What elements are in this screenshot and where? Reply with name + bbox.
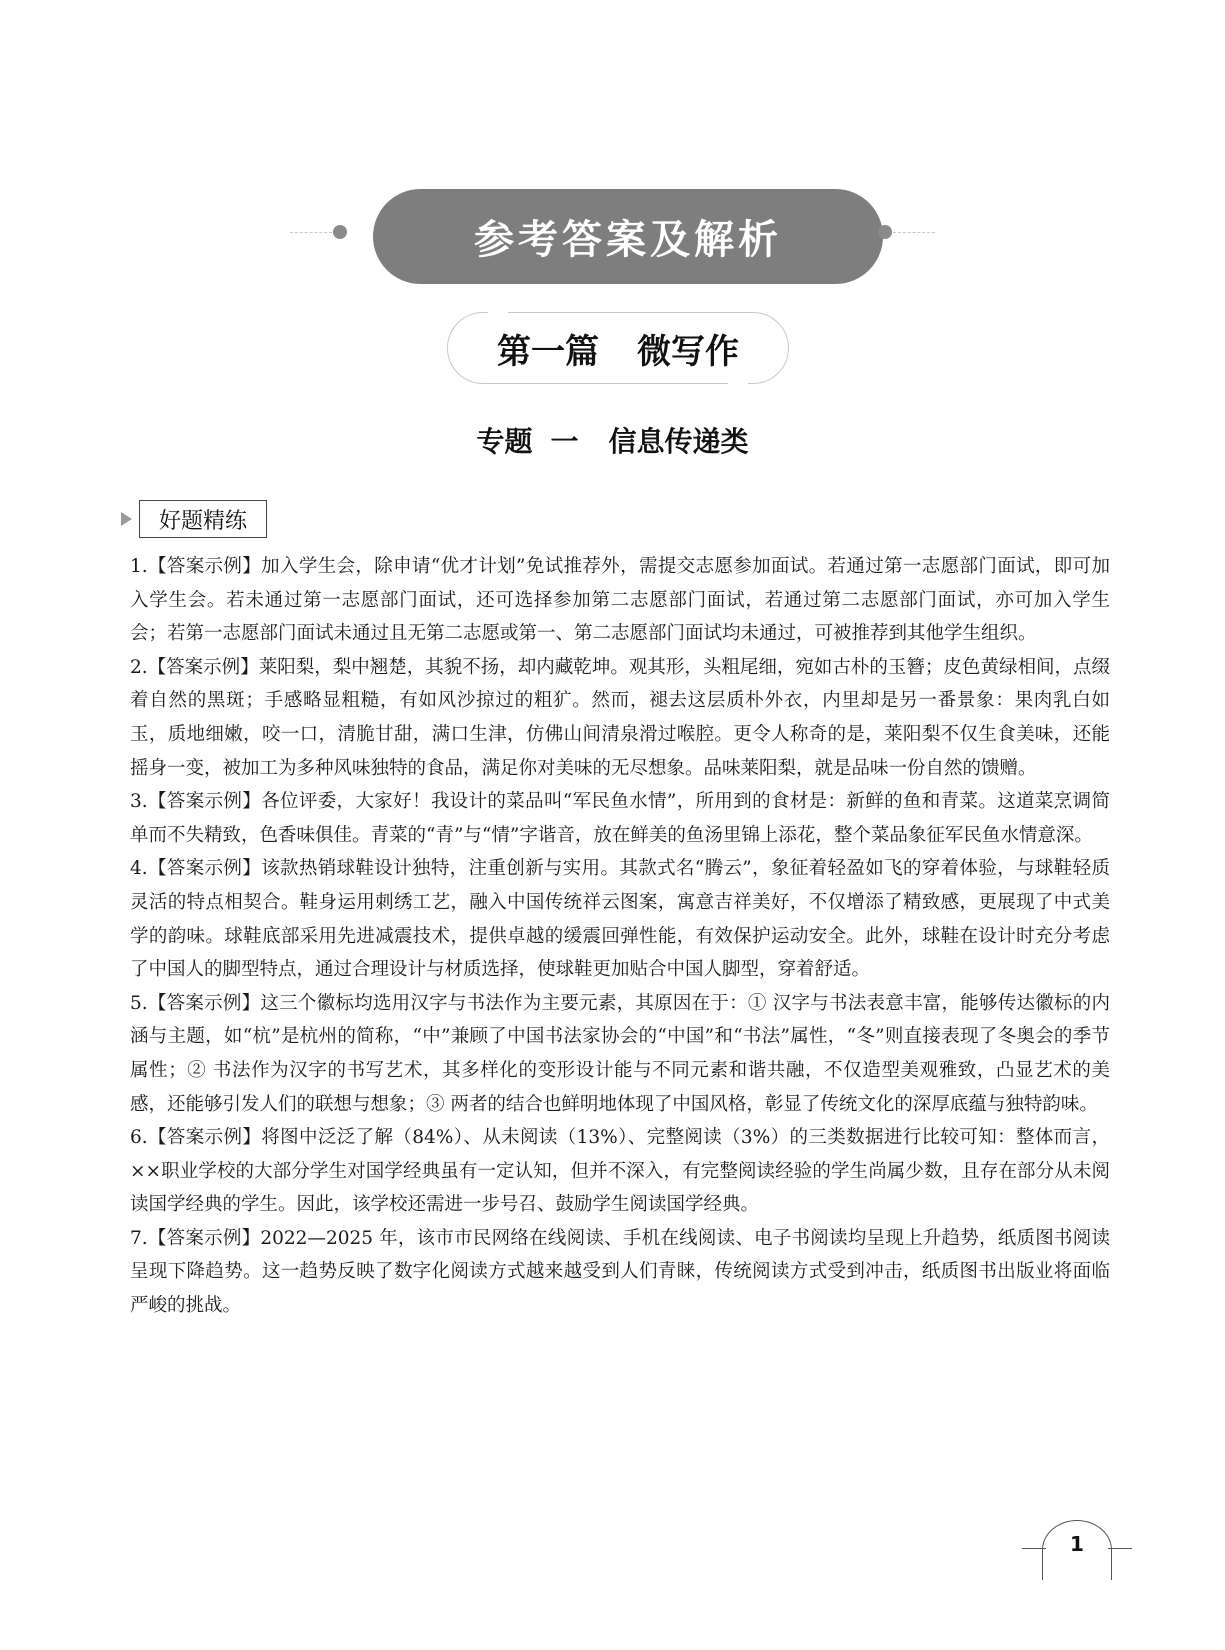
topic-label: 专题 bbox=[476, 425, 533, 458]
answer-text: 2022—2025 年，该市市民网络在线阅读、手机在线阅读、电子书阅读均呈现上升趋势，纸质图书阅读呈现下降趋势。这一趋势反映了数字化阅读方式越来越受到人们青睐，传统阅读方式受到冲击，纸质图书出版业将面临严峻的挑战。 bbox=[130, 1227, 1110, 1317]
answer-item bbox=[130, 987, 1110, 1121]
answer-item bbox=[130, 651, 1110, 785]
answer-number: 2. bbox=[130, 656, 148, 678]
part-name: 微写作 bbox=[637, 331, 739, 372]
topic-heading bbox=[0, 420, 1225, 460]
answer-item bbox=[130, 852, 1110, 986]
part-label: 第一篇 bbox=[497, 331, 599, 372]
answer-number: 7. bbox=[130, 1227, 148, 1249]
answer-tag: 【答案示例】 bbox=[147, 1227, 261, 1249]
answer-text: 这三个徽标均选用汉字与书法作为主要元素，其原因在于：① 汉字与书法表意丰富，能够传达徽标的内涵与主题，如“杭”是杭州的简称，“中”兼顾了中国书法家协会的“中国”和“书法”属性，“冬”则直接表现了冬奥会的季节属性；② 书法作为汉字的书写艺术，其多样化的变形设计能与不同元素和谐共融，不仅造型美观雅致，凸显艺术的美感，还能够引发人们的联想与想象；③ 两者的结合也鲜明地体现了中国风格，彰显了传统文化的深厚底蕴与独特韵味。 bbox=[130, 992, 1110, 1115]
answer-item bbox=[130, 550, 1110, 651]
answer-tag: 【答案示例】 bbox=[147, 1127, 262, 1149]
answer-number: 5. bbox=[130, 992, 148, 1014]
section-title: 好题精练 bbox=[158, 508, 247, 534]
answer-number: 3. bbox=[130, 791, 148, 813]
answer-item bbox=[130, 1121, 1110, 1222]
answer-text: 加入学生会，除申请“优才计划”免试推荐外，需提交志愿参加面试。若通过第一志愿部门面试，即可加入学生会。若未通过第一志愿部门面试，还可选择参加第二志愿部门面试，若通过第二志愿部门面试，亦可加入学生会；若第一志愿部门面试未通过且无第二志愿或第一、第二志愿部门面试均未通过，可被推荐到其他学生组织。 bbox=[130, 556, 1110, 645]
answer-item bbox=[130, 785, 1110, 852]
answer-tag: 【答案示例】 bbox=[147, 791, 262, 813]
answer-number: 6. bbox=[130, 1127, 148, 1149]
answer-list bbox=[130, 550, 1110, 1323]
topic-number: 一 bbox=[550, 425, 579, 458]
answer-number: 1. bbox=[130, 556, 148, 577]
answer-tag: 【答案示例】 bbox=[147, 556, 262, 577]
answer-text: 该款热销球鞋设计独特，注重创新与实用。其款式名“腾云”，象征着轻盈如飞的穿着体验，与球鞋轻质灵活的特点相契合。鞋身运用刺绣工艺，融入中国传统祥云图案，寓意吉祥美好，不仅增添了精致感，更展现了中式美学的韵味。球鞋底部采用先进减震技术，提供卓越的缓震回弹性能，有效保护运动安全。此外，球鞋在设计时充分考虑了中国人的脚型特点，通过合理设计与材质选择，使球鞋更加贴合中国人脚型，穿着舒适。 bbox=[130, 858, 1110, 981]
answer-tag: 【答案示例】 bbox=[147, 656, 259, 678]
answer-item bbox=[130, 1222, 1110, 1323]
section-heading bbox=[139, 500, 267, 538]
answer-text: 莱阳梨，梨中翘楚，其貌不扬，却内藏乾坤。观其形，头粗尾细，宛如古朴的玉簪；皮色黄绿相间，点缀着自然的黑斑；手感略显粗糙，有如风沙掠过的粗犷。然而，褪去这层质朴外衣，内里却是另一番景象：果肉乳白如玉，质地细嫩，咬一口，清脆甘甜，满口生津，仿佛山间清泉滑过喉腔。更令人称奇的是，莱阳梨不仅生食美味，还能摇身一变，被加工为多种风味独特的食品，满足你对美味的无尽想象。品味莱阳梨，就是品味一份自然的馈赠。 bbox=[130, 656, 1110, 779]
answer-tag: 【答案示例】 bbox=[147, 992, 261, 1014]
banner-right-dot bbox=[878, 225, 892, 239]
answer-text: 各位评委，大家好！我设计的菜品叫“军民鱼水情”，所用到的食材是：新鲜的鱼和青菜。这道菜烹调简单而不失精致，色香味俱佳。青菜的“青”与“情”字谐音，放在鲜美的鱼汤里锦上添花，整个菜品象征军民鱼水情意深。 bbox=[130, 791, 1110, 846]
banner-left-dot bbox=[333, 225, 347, 239]
answer-number: 4. bbox=[130, 858, 148, 880]
page-number: 1 bbox=[1070, 1532, 1084, 1556]
section-arrow-icon bbox=[121, 512, 132, 526]
part-title bbox=[447, 312, 789, 384]
answer-text: 将图中泛泛了解（84%）、从未阅读（13%）、完整阅读（3%）的三类数据进行比较可知：整体而言，××职业学校的大部分学生对国学经典虽有一定认知，但并不深入，有完整阅读经验的学生尚属少数，且存在部分从未阅读国学经典的学生。因此，该学校还需进一步号召、鼓励学生阅读国学经典。 bbox=[130, 1127, 1110, 1216]
page-title: 参考答案及解析 bbox=[474, 217, 782, 263]
page-title-banner bbox=[373, 189, 883, 284]
answer-tag: 【答案示例】 bbox=[147, 858, 262, 880]
banner-right-line bbox=[893, 232, 935, 234]
topic-name: 信息传递类 bbox=[608, 425, 749, 458]
banner-left-line bbox=[290, 232, 332, 234]
